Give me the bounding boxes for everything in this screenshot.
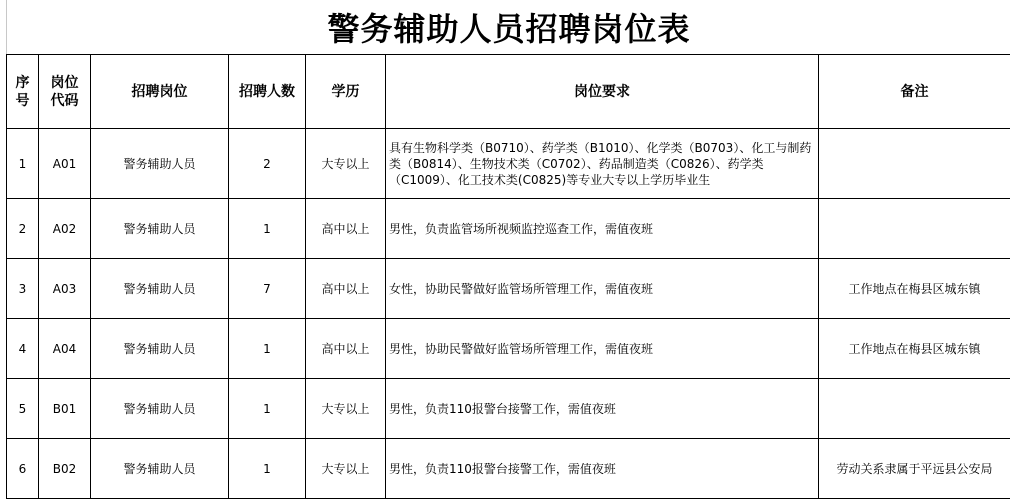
cell-remarks[interactable]: 工作地点在梅县区城东镇 — [819, 259, 1010, 319]
cell-code[interactable]: A04 — [39, 319, 91, 379]
table-row — [7, 439, 1010, 499]
cell-remarks[interactable]: 劳动关系隶属于平远县公安局 — [819, 439, 1010, 499]
cell-count[interactable]: 1 — [229, 379, 306, 439]
cell-requirements[interactable]: 男性，协助民警做好监管场所管理工作，需值夜班 — [386, 319, 819, 379]
cell-remarks[interactable]: 工作地点在梅县区城东镇 — [819, 319, 1010, 379]
cell-seq[interactable]: 2 — [7, 199, 39, 259]
table-row — [7, 199, 1010, 259]
cell-count[interactable]: 1 — [229, 319, 306, 379]
cell-education[interactable]: 高中以上 — [306, 199, 386, 259]
header-education[interactable]: 学历 — [306, 55, 386, 129]
table-row — [7, 319, 1010, 379]
cell-education[interactable]: 高中以上 — [306, 259, 386, 319]
table-row — [7, 379, 1010, 439]
cell-requirements[interactable]: 男性，负责110报警台接警工作，需值夜班 — [386, 379, 819, 439]
recruitment-table — [6, 54, 1010, 499]
cell-education[interactable]: 大专以上 — [306, 439, 386, 499]
cell-position[interactable]: 警务辅助人员 — [91, 259, 229, 319]
cell-seq[interactable]: 1 — [7, 129, 39, 199]
cell-education[interactable]: 大专以上 — [306, 129, 386, 199]
cell-position[interactable]: 警务辅助人员 — [91, 199, 229, 259]
cell-remarks[interactable] — [819, 379, 1010, 439]
cell-education[interactable]: 高中以上 — [306, 319, 386, 379]
header-position[interactable]: 招聘岗位 — [91, 55, 229, 129]
header-remarks[interactable]: 备注 — [819, 55, 1010, 129]
cell-requirements[interactable]: 男性，负责110报警台接警工作，需值夜班 — [386, 439, 819, 499]
cell-count[interactable]: 1 — [229, 439, 306, 499]
header-seq[interactable]: 序 号 — [7, 55, 39, 129]
cell-position[interactable]: 警务辅助人员 — [91, 319, 229, 379]
header-count[interactable]: 招聘人数 — [229, 55, 306, 129]
cell-count[interactable]: 1 — [229, 199, 306, 259]
page-title: 警务辅助人员招聘岗位表 — [327, 10, 691, 48]
header-row — [7, 55, 1010, 129]
cell-requirements[interactable]: 具有生物科学类（B0710）、药学类（B1010）、化学类（B0703）、化工与制药类（B0814）、生物技术类（C0702）、药品制造类（C0826）、药学类（C1009）、化工技术类(C0825)等专业大专以上学历毕业生 — [386, 129, 819, 199]
cell-position[interactable]: 警务辅助人员 — [91, 379, 229, 439]
title-row[interactable] — [6, 0, 1010, 55]
cell-seq[interactable]: 6 — [7, 439, 39, 499]
cell-count[interactable]: 2 — [229, 129, 306, 199]
cell-position[interactable]: 警务辅助人员 — [91, 129, 229, 199]
header-requirements[interactable]: 岗位要求 — [386, 55, 819, 129]
cell-code[interactable]: A03 — [39, 259, 91, 319]
cell-count[interactable]: 7 — [229, 259, 306, 319]
cell-position[interactable]: 警务辅助人员 — [91, 439, 229, 499]
cell-requirements[interactable]: 男性，负责监管场所视频监控巡查工作，需值夜班 — [386, 199, 819, 259]
cell-remarks[interactable] — [819, 199, 1010, 259]
cell-education[interactable]: 大专以上 — [306, 379, 386, 439]
cell-remarks[interactable] — [819, 129, 1010, 199]
table-row — [7, 129, 1010, 199]
header-code[interactable]: 岗位 代码 — [39, 55, 91, 129]
cell-seq[interactable]: 3 — [7, 259, 39, 319]
cell-code[interactable]: A02 — [39, 199, 91, 259]
cell-code[interactable]: B02 — [39, 439, 91, 499]
cell-seq[interactable]: 4 — [7, 319, 39, 379]
cell-seq[interactable]: 5 — [7, 379, 39, 439]
cell-code[interactable]: B01 — [39, 379, 91, 439]
cell-requirements[interactable]: 女性，协助民警做好监管场所管理工作，需值夜班 — [386, 259, 819, 319]
cell-code[interactable]: A01 — [39, 129, 91, 199]
table-row — [7, 259, 1010, 319]
